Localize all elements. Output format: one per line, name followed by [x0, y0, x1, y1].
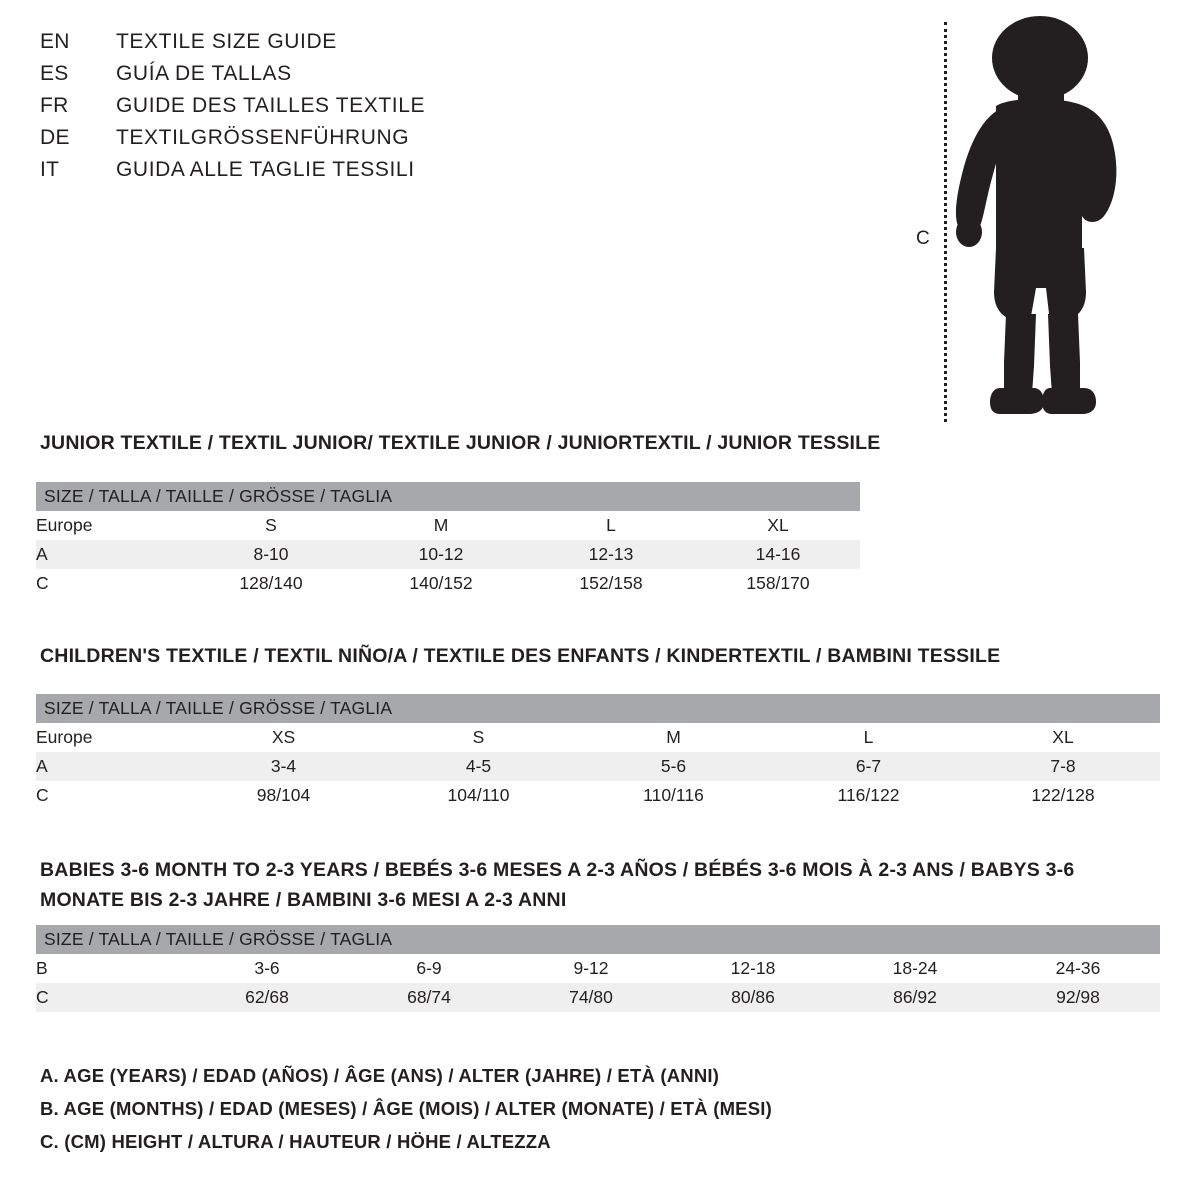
- table-row: [36, 511, 860, 540]
- children-size-table: [36, 694, 1160, 810]
- language-row-es: [40, 62, 660, 94]
- legend-block: [40, 1065, 1140, 1164]
- cell-value: XS: [186, 723, 381, 752]
- table-row: [36, 983, 1160, 1012]
- legend-row-age-months: B. AGE (MONTHS) / EDAD (MESES) / ÂGE (MOIS) / ALTER (MONATE) / ETÀ (MESI): [40, 1098, 772, 1119]
- cell-value: 116/122: [771, 781, 966, 810]
- cell-value: 86/92: [834, 983, 996, 1012]
- language-code: ES: [40, 62, 69, 85]
- table-header-row: [36, 694, 1160, 723]
- legend-row-age-years: A. AGE (YEARS) / EDAD (AÑOS) / ÂGE (ANS) / ALTER (JAHRE) / ETÀ (ANNI): [40, 1065, 720, 1086]
- cell-value: 10-12: [356, 540, 526, 569]
- language-title: GUÍA DE TALLAS: [116, 62, 292, 85]
- table-header-label: SIZE / TALLA / TAILLE / GRÖSSE / TAGLIA: [36, 482, 860, 511]
- language-title: GUIDE DES TAILLES TEXTILE: [116, 94, 426, 117]
- cell-value: 6-7: [771, 752, 966, 781]
- cell-value: 3-4: [186, 752, 381, 781]
- table-row: [36, 540, 860, 569]
- height-measure-dotted-line: [944, 22, 947, 422]
- table-header-label: SIZE / TALLA / TAILLE / GRÖSSE / TAGLIA: [36, 925, 1160, 954]
- table-row: [36, 752, 1160, 781]
- language-title: TEXTILE SIZE GUIDE: [116, 30, 337, 53]
- row-label: C: [36, 569, 186, 598]
- cell-value: L: [771, 723, 966, 752]
- cell-value: 98/104: [186, 781, 381, 810]
- cell-value: S: [186, 511, 356, 540]
- cell-value: 6-9: [348, 954, 510, 983]
- cell-value: 4-5: [381, 752, 576, 781]
- table-header-row: [36, 482, 860, 511]
- cell-value: 5-6: [576, 752, 771, 781]
- table-row: [36, 569, 860, 598]
- cell-value: 104/110: [381, 781, 576, 810]
- language-row-it: [40, 158, 660, 190]
- cell-value: 7-8: [966, 752, 1160, 781]
- cell-value: M: [576, 723, 771, 752]
- language-code: FR: [40, 94, 69, 117]
- row-label: C: [36, 781, 186, 810]
- row-label: A: [36, 752, 186, 781]
- cell-value: 8-10: [186, 540, 356, 569]
- cell-value: 24-36: [996, 954, 1160, 983]
- cell-value: M: [356, 511, 526, 540]
- language-code: EN: [40, 30, 70, 53]
- row-label: A: [36, 540, 186, 569]
- cell-value: 92/98: [996, 983, 1160, 1012]
- cell-value: 128/140: [186, 569, 356, 598]
- cell-value: 110/116: [576, 781, 771, 810]
- table-header-row: [36, 925, 1160, 954]
- section-title-junior: JUNIOR TEXTILE / TEXTIL JUNIOR/ TEXTILE JUNIOR / JUNIORTEXTIL / JUNIOR TESSILE: [40, 432, 881, 454]
- cell-value: 12-18: [672, 954, 834, 983]
- table-row: [36, 954, 1160, 983]
- row-label: C: [36, 983, 186, 1012]
- cell-value: 74/80: [510, 983, 672, 1012]
- table-row: [36, 723, 1160, 752]
- cell-value: XL: [966, 723, 1160, 752]
- language-row-de: [40, 126, 660, 158]
- table-header-label: SIZE / TALLA / TAILLE / GRÖSSE / TAGLIA: [36, 694, 1160, 723]
- cell-value: 158/170: [696, 569, 860, 598]
- cell-value: 18-24: [834, 954, 996, 983]
- junior-size-table: [36, 482, 860, 598]
- cell-value: 68/74: [348, 983, 510, 1012]
- cell-value: 9-12: [510, 954, 672, 983]
- language-code: DE: [40, 126, 70, 149]
- cell-value: 152/158: [526, 569, 696, 598]
- cell-value: 62/68: [186, 983, 348, 1012]
- legend-row-height: C. (CM) HEIGHT / ALTURA / HAUTEUR / HÖHE / ALTEZZA: [40, 1131, 551, 1152]
- language-title: TEXTILGRÖSSENFÜHRUNG: [116, 126, 410, 149]
- cell-value: 14-16: [696, 540, 860, 569]
- cell-value: 140/152: [356, 569, 526, 598]
- cell-value: S: [381, 723, 576, 752]
- section-title-children: CHILDREN'S TEXTILE / TEXTIL NIÑO/A / TEXTILE DES ENFANTS / KINDERTEXTIL / BAMBINI TESSILE: [40, 645, 1001, 667]
- cell-value: L: [526, 511, 696, 540]
- row-label: B: [36, 954, 186, 983]
- section-title-babies: BABIES 3-6 MONTH TO 2-3 YEARS / BEBÉS 3-6 MESES A 2-3 AÑOS / BÉBÉS 3-6 MOIS À 2-3 ANS / BABYS 3-6 MONATE BIS 2-3 JAHRE / BAMBINI 3-6 MESI A 2-3 ANNI: [40, 859, 1075, 911]
- row-label: Europe: [36, 723, 186, 752]
- language-row-en: [40, 30, 660, 62]
- height-measure-figure: [900, 10, 1190, 430]
- language-row-fr: [40, 94, 660, 126]
- cell-value: 122/128: [966, 781, 1160, 810]
- cell-value: 80/86: [672, 983, 834, 1012]
- cell-value: 3-6: [186, 954, 348, 983]
- babies-size-table: [36, 925, 1160, 1012]
- row-label: Europe: [36, 511, 186, 540]
- language-code: IT: [40, 158, 60, 181]
- language-title-list: [40, 30, 660, 190]
- language-title: GUIDA ALLE TAGLIE TESSILI: [116, 158, 415, 181]
- height-measure-label: C: [916, 228, 930, 249]
- cell-value: XL: [696, 511, 860, 540]
- table-row: [36, 781, 1160, 810]
- cell-value: 12-13: [526, 540, 696, 569]
